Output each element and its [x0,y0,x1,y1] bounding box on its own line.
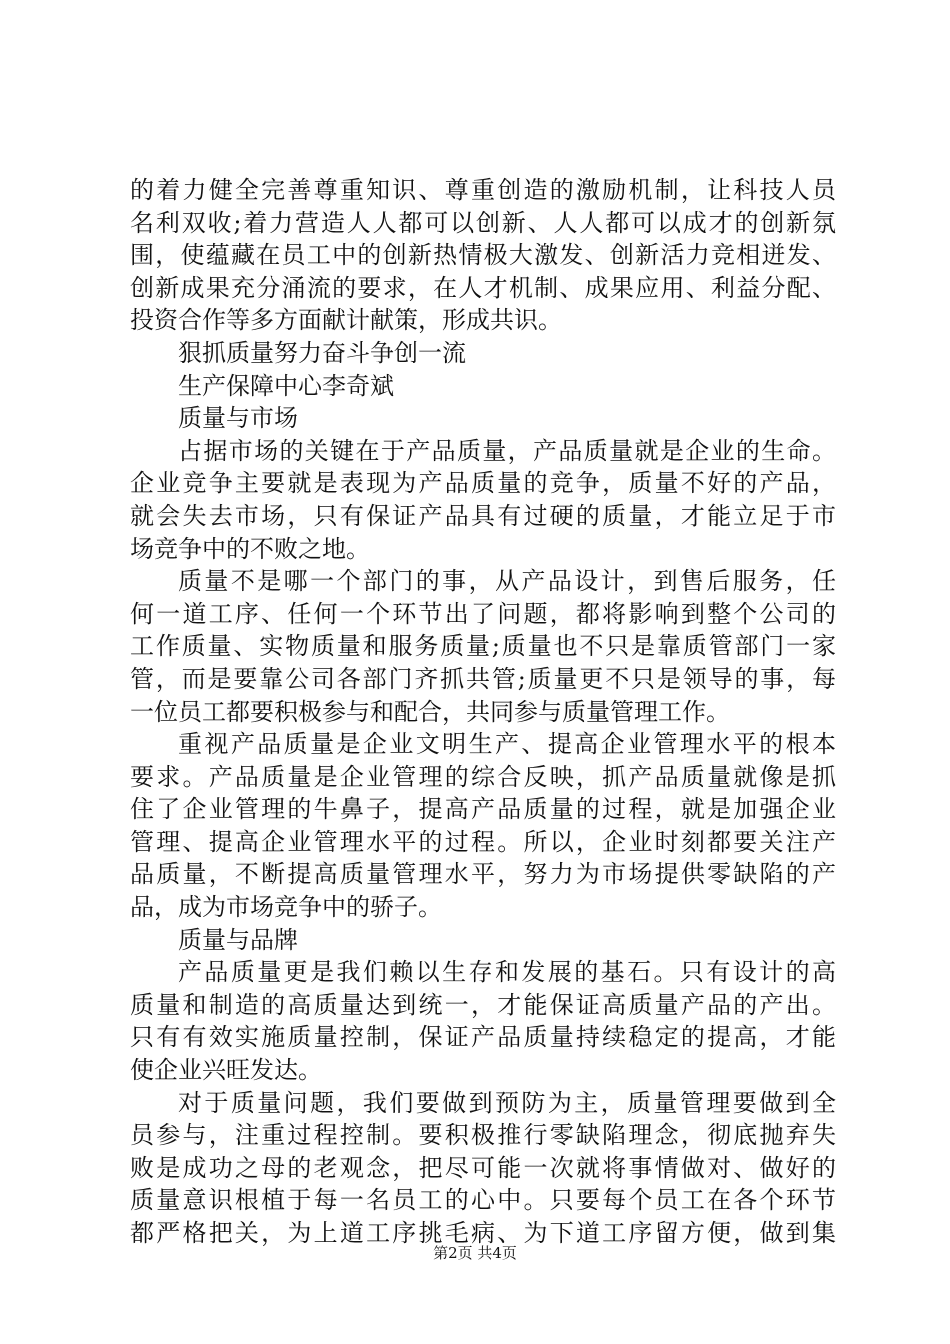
text-line: 败是成功之母的老观念，把尽可能一次就将事情做对、做好的 [130,1153,836,1182]
text-line: 一位员工都要积极参与和配合，共同参与质量管理工作。 [130,697,730,726]
text-line: 管，而是要靠公司各部门齐抓共管;质量更不只是领导的事，每 [130,664,836,693]
text-line: 对于质量问题，我们要做到预防为主，质量管理要做到全 [178,1088,836,1117]
text-line: 质量意识根植于每一名员工的心中。只要每个员工在各个环节 [130,1186,836,1215]
page-footer [0,1243,950,1263]
text-line: 只有有效实施质量控制，保证产品质量持续稳定的提高，才能 [130,1023,836,1052]
text-line: 品质量，不断提高质量管理水平，努力为市场提供零缺陷的产 [130,860,836,889]
text-line: 投资合作等多方面献计献策，形成共识。 [130,306,562,335]
text-line: 围，使蕴藏在员工中的创新热情极大激发、创新活力竞相迸发、 [130,241,836,270]
text-line: 质量和制造的高质量达到统一，才能保证高质量产品的产出。 [130,990,836,1019]
document-body [130,174,836,1250]
text-line: 员参与，注重过程控制。要积极推行零缺陷理念，彻底抛弃失 [130,1121,836,1150]
section-heading: 质量与市场 [178,404,298,433]
article-title: 狠抓质量努力奋斗争创一流 [178,338,466,367]
text-line: 都严格把关，为上道工序挑毛病、为下道工序留方便，做到集 [130,1219,836,1247]
text-line: 工作质量、实物质量和服务质量;质量也不只是靠质管部门一家 [130,632,836,661]
text-line: 重视产品质量是企业文明生产、提高企业管理水平的根本 [178,730,836,759]
text-line: 产品质量更是我们赖以生存和发展的基石。只有设计的高 [178,958,836,987]
page-number: 第2页 共4页 [433,1244,517,1262]
text-line: 创新成果充分涌流的要求，在人才机制、成果应用、利益分配、 [130,273,836,302]
text-line: 场竞争中的不败之地。 [130,534,370,563]
text-line: 品，成为市场竞争中的骄子。 [130,893,442,922]
text-line: 就会失去市场，只有保证产品具有过硬的质量，才能立足于市 [130,501,836,530]
text-line: 质量不是哪一个部门的事，从产品设计，到售后服务，任 [178,567,836,596]
text-line: 使企业兴旺发达。 [130,1056,322,1085]
text-line: 的着力健全完善尊重知识、尊重创造的激励机制，让科技人员 [130,176,836,204]
section-heading: 质量与品牌 [178,925,298,954]
article-author: 生产保障中心李奇斌 [178,371,394,400]
text-line: 要求。产品质量是企业管理的综合反映，抓产品质量就像是抓 [130,762,836,791]
text-line: 占据市场的关键在于产品质量，产品质量就是企业的生命。 [178,436,836,465]
text-line: 住了企业管理的牛鼻子，提高产品质量的过程，就是加强企业 [130,795,836,824]
text-line: 企业竞争主要就是表现为产品质量的竞争，质量不好的产品， [130,469,836,498]
text-line: 何一道工序、任何一个环节出了问题，都将影响到整个公司的 [130,599,836,628]
text-line: 名利双收;着力营造人人都可以创新、人人都可以成才的创新氛 [130,208,836,237]
text-line: 管理、提高企业管理水平的过程。所以，企业时刻都要关注产 [130,827,836,856]
